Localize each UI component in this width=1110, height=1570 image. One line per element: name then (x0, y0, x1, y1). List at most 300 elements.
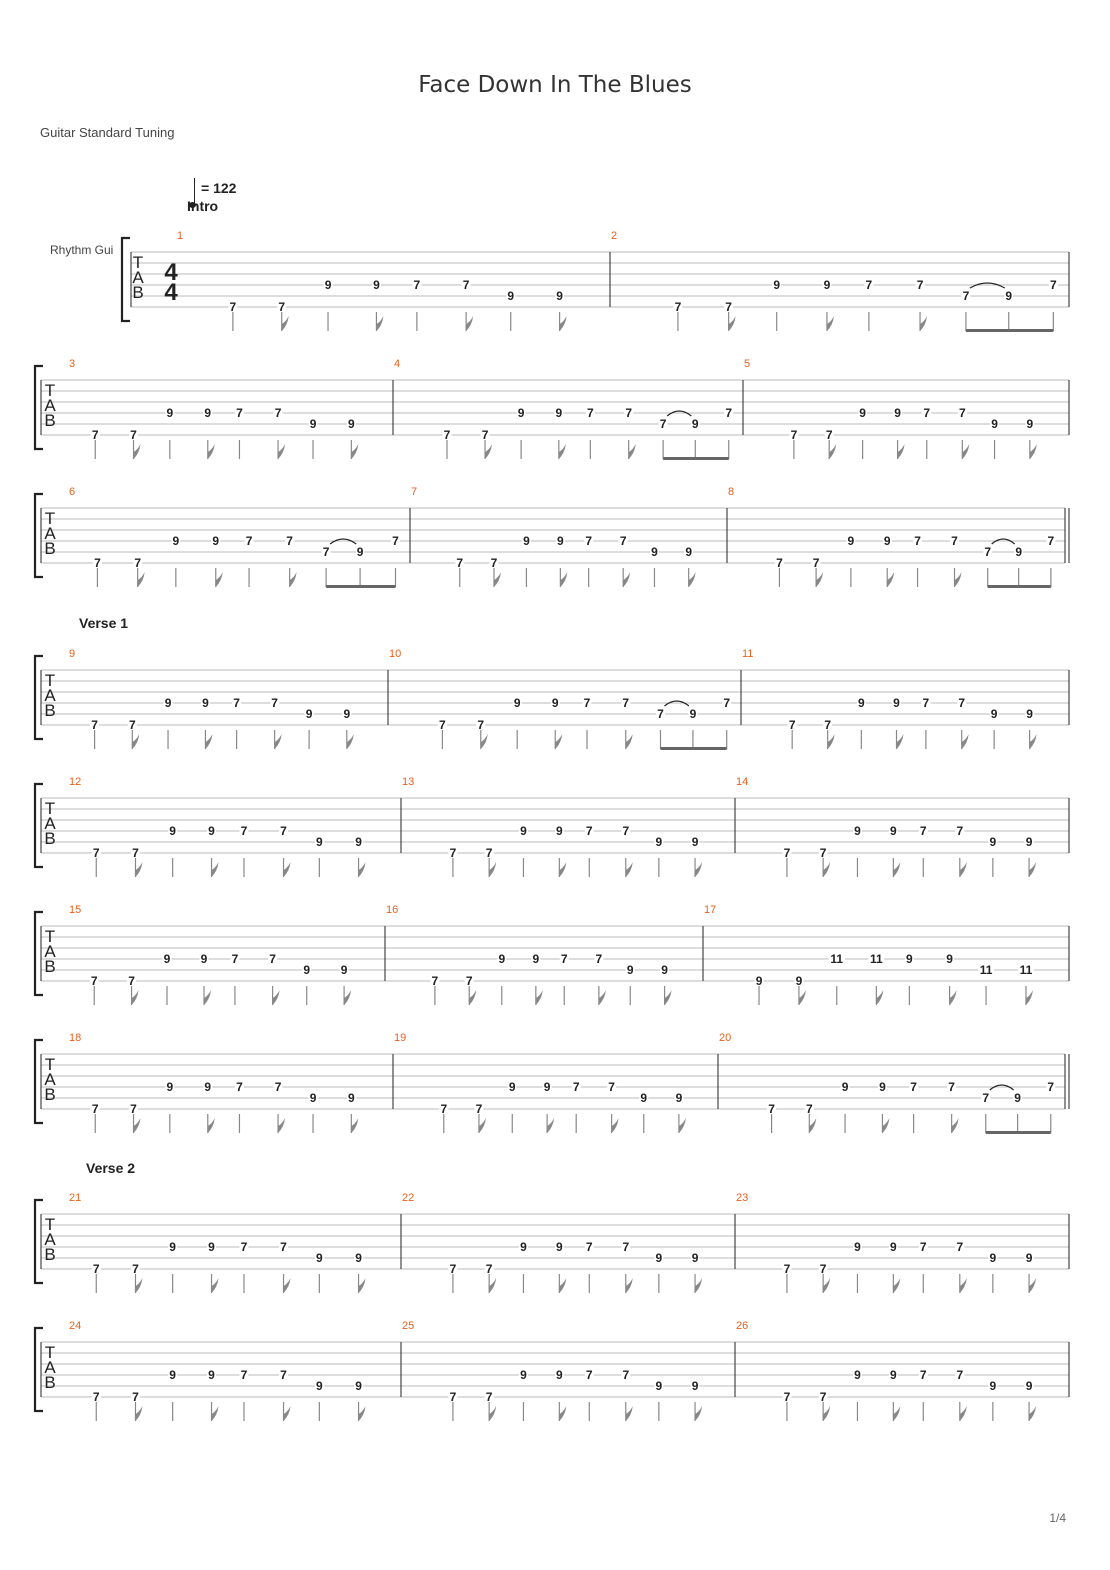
eighth-flag (132, 990, 139, 1005)
fret-number: 9 (847, 534, 855, 548)
fret-number: 7 (439, 718, 446, 732)
eighth-flag (626, 862, 633, 877)
eighth-flag (823, 862, 830, 877)
fret-number: 7 (783, 1262, 791, 1276)
eighth-flag (960, 862, 967, 877)
eighth-flag (278, 444, 285, 459)
tab-clef-letter: B (44, 1373, 56, 1392)
fret-number: 9 (498, 952, 506, 966)
fret-number: 9 (655, 835, 663, 849)
fret-number: 7 (824, 718, 832, 732)
fret-number: 7 (788, 718, 796, 732)
fret-number: 7 (132, 1262, 139, 1276)
fret-number: 7 (90, 974, 98, 988)
fret-number: 7 (776, 556, 783, 570)
fret-number: 7 (475, 1102, 483, 1116)
tab-clef-letter: B (44, 829, 56, 848)
eighth-flag (828, 734, 835, 749)
fret-number: 7 (956, 1240, 964, 1254)
fret-number: 9 (857, 696, 865, 710)
tab-clef-letter: B (44, 701, 56, 720)
fret-number: 7 (585, 1240, 593, 1254)
fret-number: 7 (240, 1240, 248, 1254)
measure-number: 20 (719, 1032, 732, 1044)
fret-number: 9 (889, 1240, 897, 1254)
fret-number: 9 (1025, 1251, 1033, 1265)
eighth-flag (823, 1278, 830, 1293)
fret-number: 7 (916, 278, 924, 292)
eighth-flag (138, 572, 145, 587)
fret-number: 9 (691, 417, 699, 431)
note-beam (660, 747, 726, 750)
fret-number: 7 (1049, 278, 1057, 292)
fret-number: 9 (551, 696, 559, 710)
measure-number: 16 (386, 904, 399, 916)
fret-number: 7 (951, 534, 958, 548)
fret-number: 7 (240, 824, 248, 838)
fret-number: 11 (869, 952, 883, 966)
fret-number: 9 (208, 824, 215, 838)
eighth-flag (359, 862, 366, 877)
eighth-flag (665, 990, 672, 1005)
fret-number: 7 (236, 1080, 243, 1094)
tab-clef-letter: T (44, 671, 56, 690)
eighth-flag (559, 862, 566, 877)
fret-number: 9 (841, 1080, 849, 1094)
fret-number: 7 (625, 406, 633, 420)
eighth-flag (829, 444, 836, 459)
eighth-flag (359, 1406, 366, 1421)
tab-clef-letter: T (44, 799, 56, 818)
fret-number: 9 (508, 1080, 516, 1094)
fret-number: 9 (854, 824, 861, 838)
fret-number: 9 (1025, 835, 1033, 849)
fret-number: 7 (280, 1368, 287, 1382)
measure-number: 6 (69, 486, 76, 498)
eighth-flag (205, 734, 212, 749)
eighth-flag (485, 444, 492, 459)
fret-number: 7 (783, 846, 791, 860)
fret-number: 9 (879, 1080, 886, 1094)
eighth-flag (695, 1278, 702, 1293)
fret-number: 7 (413, 278, 421, 292)
note-beam (326, 585, 395, 588)
fret-number: 9 (691, 835, 699, 849)
fret-number: 7 (790, 428, 798, 442)
fret-number: 9 (691, 1251, 699, 1265)
note-beam (988, 585, 1051, 588)
measure-number: 11 (742, 648, 754, 660)
measure-number: 4 (394, 358, 401, 370)
fret-number: 9 (946, 952, 953, 966)
fret-number: 9 (991, 417, 998, 431)
fret-number: 7 (919, 1240, 927, 1254)
fret-number: 7 (922, 696, 930, 710)
fret-number: 7 (477, 718, 485, 732)
fret-number: 7 (723, 696, 731, 710)
fret-number: 9 (655, 1379, 663, 1393)
eighth-flag (952, 1118, 959, 1133)
eighth-flag (347, 734, 354, 749)
eighth-flag (489, 1406, 496, 1421)
fret-number: 7 (229, 300, 237, 314)
fret-number: 9 (1015, 545, 1023, 559)
tab-clef-letter: B (44, 957, 56, 976)
measure-number: 23 (736, 1192, 749, 1204)
fret-number: 9 (520, 1368, 527, 1382)
fret-number: 7 (233, 696, 240, 710)
fret-number: 7 (485, 846, 493, 860)
eighth-flag (376, 316, 383, 331)
tab-clef-letter: A (132, 268, 144, 287)
time-signature-top: 4 (164, 259, 178, 286)
system-bracket (35, 494, 43, 577)
fret-number: 7 (586, 406, 594, 420)
eighth-flag (278, 1118, 285, 1133)
eighth-flag (489, 862, 496, 877)
eighth-flag (547, 1118, 554, 1133)
fret-number: 7 (269, 952, 276, 966)
eighth-flag (629, 444, 636, 459)
eighth-flag (962, 734, 969, 749)
eighth-flag (559, 1406, 566, 1421)
fret-number: 7 (92, 1262, 100, 1276)
fret-number: 9 (755, 974, 763, 988)
eighth-flag (479, 1118, 486, 1133)
section-label-intro: Intro (187, 198, 219, 214)
eighth-flag (351, 444, 358, 459)
fret-number: 7 (560, 952, 568, 966)
section-label-verse-2: Verse 2 (86, 1160, 136, 1176)
tab-clef-letter: T (44, 1055, 56, 1074)
fret-number: 7 (134, 556, 142, 570)
fret-number: 7 (622, 696, 630, 710)
eighth-flag (960, 1278, 967, 1293)
fret-number: 9 (340, 963, 348, 977)
fret-number: 7 (1047, 534, 1055, 548)
eighth-flag (1030, 444, 1037, 459)
fret-number: 9 (1005, 289, 1013, 303)
fret-number: 9 (309, 1091, 317, 1105)
fret-number: 9 (523, 534, 530, 548)
eighth-flag (893, 1278, 900, 1293)
fret-number: 7 (984, 545, 992, 559)
fret-number: 9 (555, 824, 563, 838)
fret-number: 7 (449, 846, 457, 860)
fret-number: 9 (305, 707, 313, 721)
fret-number: 9 (204, 1080, 212, 1094)
fret-number: 9 (347, 1091, 355, 1105)
fret-number: 7 (812, 556, 820, 570)
fret-number: 7 (819, 1390, 827, 1404)
fret-number: 9 (373, 278, 380, 292)
eighth-flag (695, 1406, 702, 1421)
measure-number: 18 (69, 1032, 82, 1044)
fret-number: 9 (543, 1080, 551, 1094)
fret-number: 9 (691, 1379, 699, 1393)
eighth-flag (960, 1406, 967, 1421)
fret-number: 7 (956, 1368, 964, 1382)
fret-number: 7 (982, 1091, 990, 1105)
fret-number: 9 (989, 1379, 997, 1393)
fret-number: 7 (271, 696, 278, 710)
tab-clef-letter: A (44, 396, 56, 415)
eighth-flag (284, 1406, 291, 1421)
fret-number: 9 (1025, 1379, 1033, 1393)
fret-number: 7 (240, 1368, 248, 1382)
eighth-flag (1029, 1406, 1036, 1421)
fret-number: 9 (513, 696, 521, 710)
eighth-flag (623, 572, 630, 587)
tab-clef-letter: T (44, 381, 56, 400)
eighth-flag (204, 990, 211, 1005)
measure-number: 1 (177, 230, 184, 242)
fret-number: 7 (659, 417, 667, 431)
eighth-flag (887, 572, 894, 587)
fret-number: 9 (355, 1379, 362, 1393)
fret-number: 7 (92, 846, 100, 860)
tab-clef-letter: B (44, 1085, 56, 1104)
fret-number: 7 (280, 1240, 287, 1254)
fret-number: 7 (622, 1368, 630, 1382)
eighth-flag (816, 572, 823, 587)
tab-clef-letter: B (132, 283, 144, 302)
fret-number: 7 (674, 300, 682, 314)
fret-number: 9 (316, 835, 323, 849)
fret-number: 9 (520, 1240, 527, 1254)
fret-number: 9 (208, 1240, 215, 1254)
fret-number: 7 (490, 556, 498, 570)
eighth-flag (469, 990, 476, 1005)
tab-clef-letter: T (44, 509, 56, 528)
measure-number: 9 (69, 648, 76, 660)
system-bracket (35, 912, 43, 995)
fret-number: 11 (979, 963, 993, 977)
fret-number: 9 (355, 835, 362, 849)
eighth-flag (466, 316, 473, 331)
fret-number: 7 (585, 1368, 593, 1382)
fret-number: 7 (725, 406, 733, 420)
fret-number: 7 (725, 300, 732, 314)
fret-number: 9 (823, 278, 831, 292)
measure-number: 13 (402, 776, 415, 788)
page-number: 1/4 (1049, 1511, 1066, 1525)
eighth-flag (679, 1118, 686, 1133)
eighth-flag (1029, 1278, 1036, 1293)
fret-number: 9 (200, 952, 208, 966)
fret-number: 9 (689, 707, 697, 721)
fret-number: 7 (783, 1390, 791, 1404)
eighth-flag (212, 862, 219, 877)
measure-number: 10 (389, 648, 402, 660)
fret-number: 7 (130, 1102, 137, 1116)
measure-number: 15 (69, 904, 82, 916)
measure-number: 26 (736, 1320, 749, 1332)
system-bracket (35, 1200, 43, 1283)
eighth-flag (809, 1118, 816, 1133)
eighth-flag (134, 444, 141, 459)
fret-number: 7 (274, 1080, 282, 1094)
eighth-flag (560, 316, 567, 331)
fret-number: 7 (583, 696, 591, 710)
fret-number: 11 (1019, 963, 1033, 977)
eighth-flag (284, 1278, 291, 1293)
measure-number: 19 (394, 1032, 407, 1044)
tab-clef-letter: T (132, 253, 144, 272)
fret-number: 7 (449, 1390, 457, 1404)
eighth-flag (208, 444, 215, 459)
fret-number: 9 (356, 545, 364, 559)
eighth-flag (284, 862, 291, 877)
tab-clef-letter: A (44, 686, 56, 705)
system-bracket (35, 656, 43, 739)
fret-number: 9 (555, 1240, 563, 1254)
fret-number: 7 (440, 1102, 448, 1116)
fret-number: 9 (883, 534, 891, 548)
eighth-flag (962, 444, 969, 459)
tab-clef-letter: A (44, 942, 56, 961)
eighth-flag (612, 1118, 619, 1133)
measure-number: 3 (69, 358, 76, 370)
fret-number: 9 (520, 824, 527, 838)
fret-number: 7 (92, 1390, 100, 1404)
measure-number: 2 (611, 230, 618, 242)
fret-number: 7 (962, 289, 970, 303)
fret-number: 7 (768, 1102, 775, 1116)
tab-clef-letter: T (44, 1215, 56, 1234)
eighth-flag (689, 572, 696, 587)
fret-number: 9 (655, 1251, 663, 1265)
tuning-label: Guitar Standard Tuning (40, 125, 175, 140)
fret-number: 9 (212, 534, 220, 548)
fret-number: 9 (202, 696, 209, 710)
fret-number: 9 (172, 534, 180, 548)
eighth-flag (344, 990, 351, 1005)
eighth-flag (134, 1118, 141, 1133)
fret-number: 7 (91, 1102, 99, 1116)
fret-number: 9 (303, 963, 311, 977)
eighth-flag (132, 734, 139, 749)
fret-number: 11 (830, 952, 844, 966)
measure-number: 24 (69, 1320, 82, 1332)
eighth-flag (290, 572, 297, 587)
fret-number: 9 (889, 1368, 897, 1382)
track-name: Rhythm Gui (50, 243, 114, 257)
measure-number: 21 (69, 1192, 82, 1204)
fret-number: 7 (456, 556, 464, 570)
tab-clef-letter: A (44, 1230, 56, 1249)
fret-number: 7 (231, 952, 239, 966)
eighth-flag (799, 990, 806, 1005)
tab-clef-letter: A (44, 1070, 56, 1089)
fret-number: 9 (675, 1091, 683, 1105)
fret-number: 7 (236, 406, 243, 420)
eighth-flag (882, 1118, 889, 1133)
system-bracket (122, 238, 130, 321)
eighth-flag (876, 990, 883, 1005)
fret-number: 9 (651, 545, 658, 559)
eighth-flag (273, 990, 280, 1005)
fret-number: 7 (485, 1390, 493, 1404)
fret-number: 9 (989, 835, 997, 849)
fret-number: 9 (555, 1368, 563, 1382)
fret-number: 9 (990, 707, 998, 721)
fret-number: 9 (169, 824, 176, 838)
measure-number: 5 (744, 358, 751, 370)
fret-number: 7 (585, 534, 593, 548)
fret-number: 7 (622, 1240, 630, 1254)
fret-number: 9 (859, 406, 866, 420)
eighth-flag (893, 862, 900, 877)
fret-number: 7 (948, 1080, 955, 1094)
eighth-flag (827, 316, 834, 331)
eighth-flag (950, 990, 957, 1005)
eighth-flag (275, 734, 282, 749)
eighth-flag (823, 1406, 830, 1421)
fret-number: 7 (865, 278, 873, 292)
system-bracket (35, 1328, 43, 1411)
eighth-flag (555, 734, 562, 749)
fret-number: 7 (132, 1390, 139, 1404)
note-beam (986, 1131, 1051, 1134)
fret-number: 7 (132, 846, 139, 860)
fret-number: 7 (128, 718, 136, 732)
eighth-flag (282, 316, 289, 331)
eighth-flag (216, 572, 223, 587)
fret-number: 7 (805, 1102, 813, 1116)
fret-number: 7 (322, 545, 330, 559)
fret-number: 9 (355, 1251, 362, 1265)
fret-number: 9 (208, 1368, 215, 1382)
fret-number: 9 (556, 289, 563, 303)
fret-number: 9 (661, 963, 668, 977)
fret-number: 7 (481, 428, 489, 442)
fret-number: 7 (280, 824, 287, 838)
note-beam (966, 329, 1053, 332)
fret-number: 7 (278, 300, 286, 314)
fret-number: 9 (166, 406, 174, 420)
eighth-flag (212, 1278, 219, 1293)
eighth-flag (893, 1406, 900, 1421)
fret-number: 9 (906, 952, 913, 966)
measure-number: 17 (704, 904, 717, 916)
fret-number: 7 (619, 534, 627, 548)
fret-number: 7 (608, 1080, 615, 1094)
eighth-flag (208, 1118, 215, 1133)
eighth-flag (135, 1278, 142, 1293)
fret-number: 7 (657, 707, 664, 721)
fret-number: 7 (919, 1368, 927, 1382)
fret-number: 7 (462, 278, 470, 292)
fret-number: 7 (94, 556, 101, 570)
fret-number: 9 (309, 417, 317, 431)
tab-clef-letter: B (44, 539, 56, 558)
fret-number: 9 (324, 278, 332, 292)
fret-number: 9 (989, 1251, 997, 1265)
tab-clef-letter: A (44, 524, 56, 543)
eighth-flag (212, 1406, 219, 1421)
eighth-flag (135, 1406, 142, 1421)
fret-number: 7 (449, 1262, 457, 1276)
eighth-flag (1030, 734, 1037, 749)
eighth-flag (898, 444, 905, 459)
eighth-flag (489, 1278, 496, 1293)
eighth-flag (920, 316, 927, 331)
system-bracket (35, 784, 43, 867)
eighth-flag (729, 316, 736, 331)
fret-number: 9 (555, 406, 563, 420)
eighth-flag (626, 734, 633, 749)
